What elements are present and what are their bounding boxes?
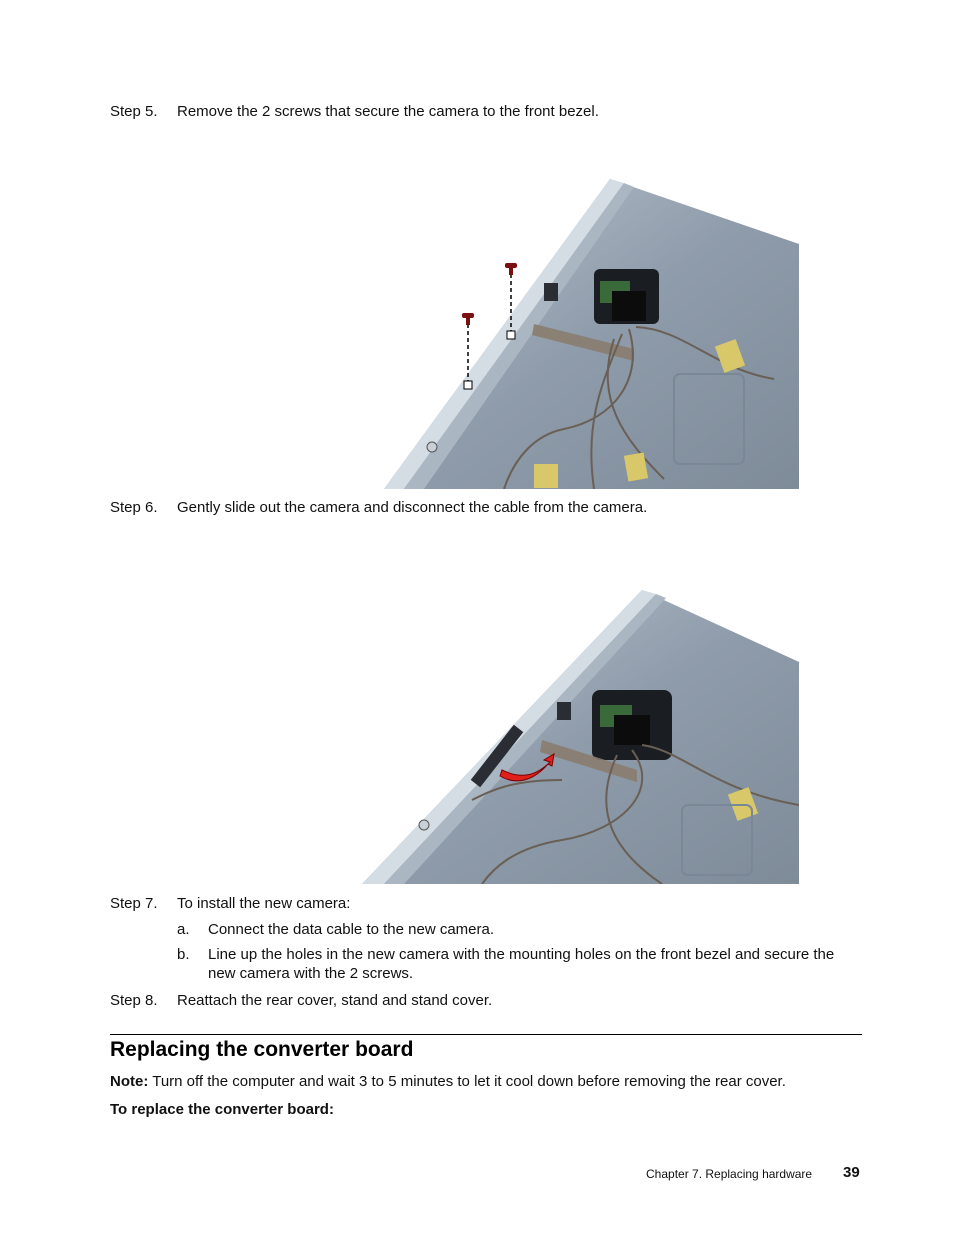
step-6-text: Gently slide out the camera and disconnect the cable from the camera. <box>177 499 648 516</box>
screw-icon <box>505 263 517 275</box>
procedure-heading: To replace the converter board: <box>110 1101 334 1118</box>
substep-a-text: Connect the data cable to the new camera. <box>208 921 495 938</box>
note-label: Note: <box>110 1073 149 1090</box>
step-8-label: Step 8. <box>110 992 158 1009</box>
note-text: Turn off the computer and wait 3 to 5 minutes to let it cool down before removing the rear cover. <box>148 1073 786 1090</box>
step-5-label: Step 5. <box>110 103 158 120</box>
camera-slide-out-photo <box>362 590 799 884</box>
footer-chapter: Chapter 7. Replacing hardware <box>646 1167 813 1181</box>
screw-icon <box>462 313 474 325</box>
page-number: 39 <box>843 1164 860 1181</box>
step-8-text: Reattach the rear cover, stand and stand cover. <box>177 992 493 1009</box>
section-title: Replacing the converter board <box>110 1038 414 1061</box>
section-divider <box>110 1034 862 1035</box>
step-6-label: Step 6. <box>110 499 158 516</box>
step-5-text: Remove the 2 screws that secure the camera to the front bezel. <box>177 103 599 120</box>
note-paragraph <box>110 1072 786 1091</box>
step-7-label: Step 7. <box>110 895 158 912</box>
substep-b-text: Line up the holes in the new camera with the mounting holes on the front bezel and secure the new camera with the 2 screws. <box>208 946 835 982</box>
step-7-text: To install the new camera: <box>177 895 351 912</box>
camera-screws-photo <box>384 179 799 489</box>
substep-b-label: b. <box>177 946 190 963</box>
substep-a-label: a. <box>177 921 190 938</box>
